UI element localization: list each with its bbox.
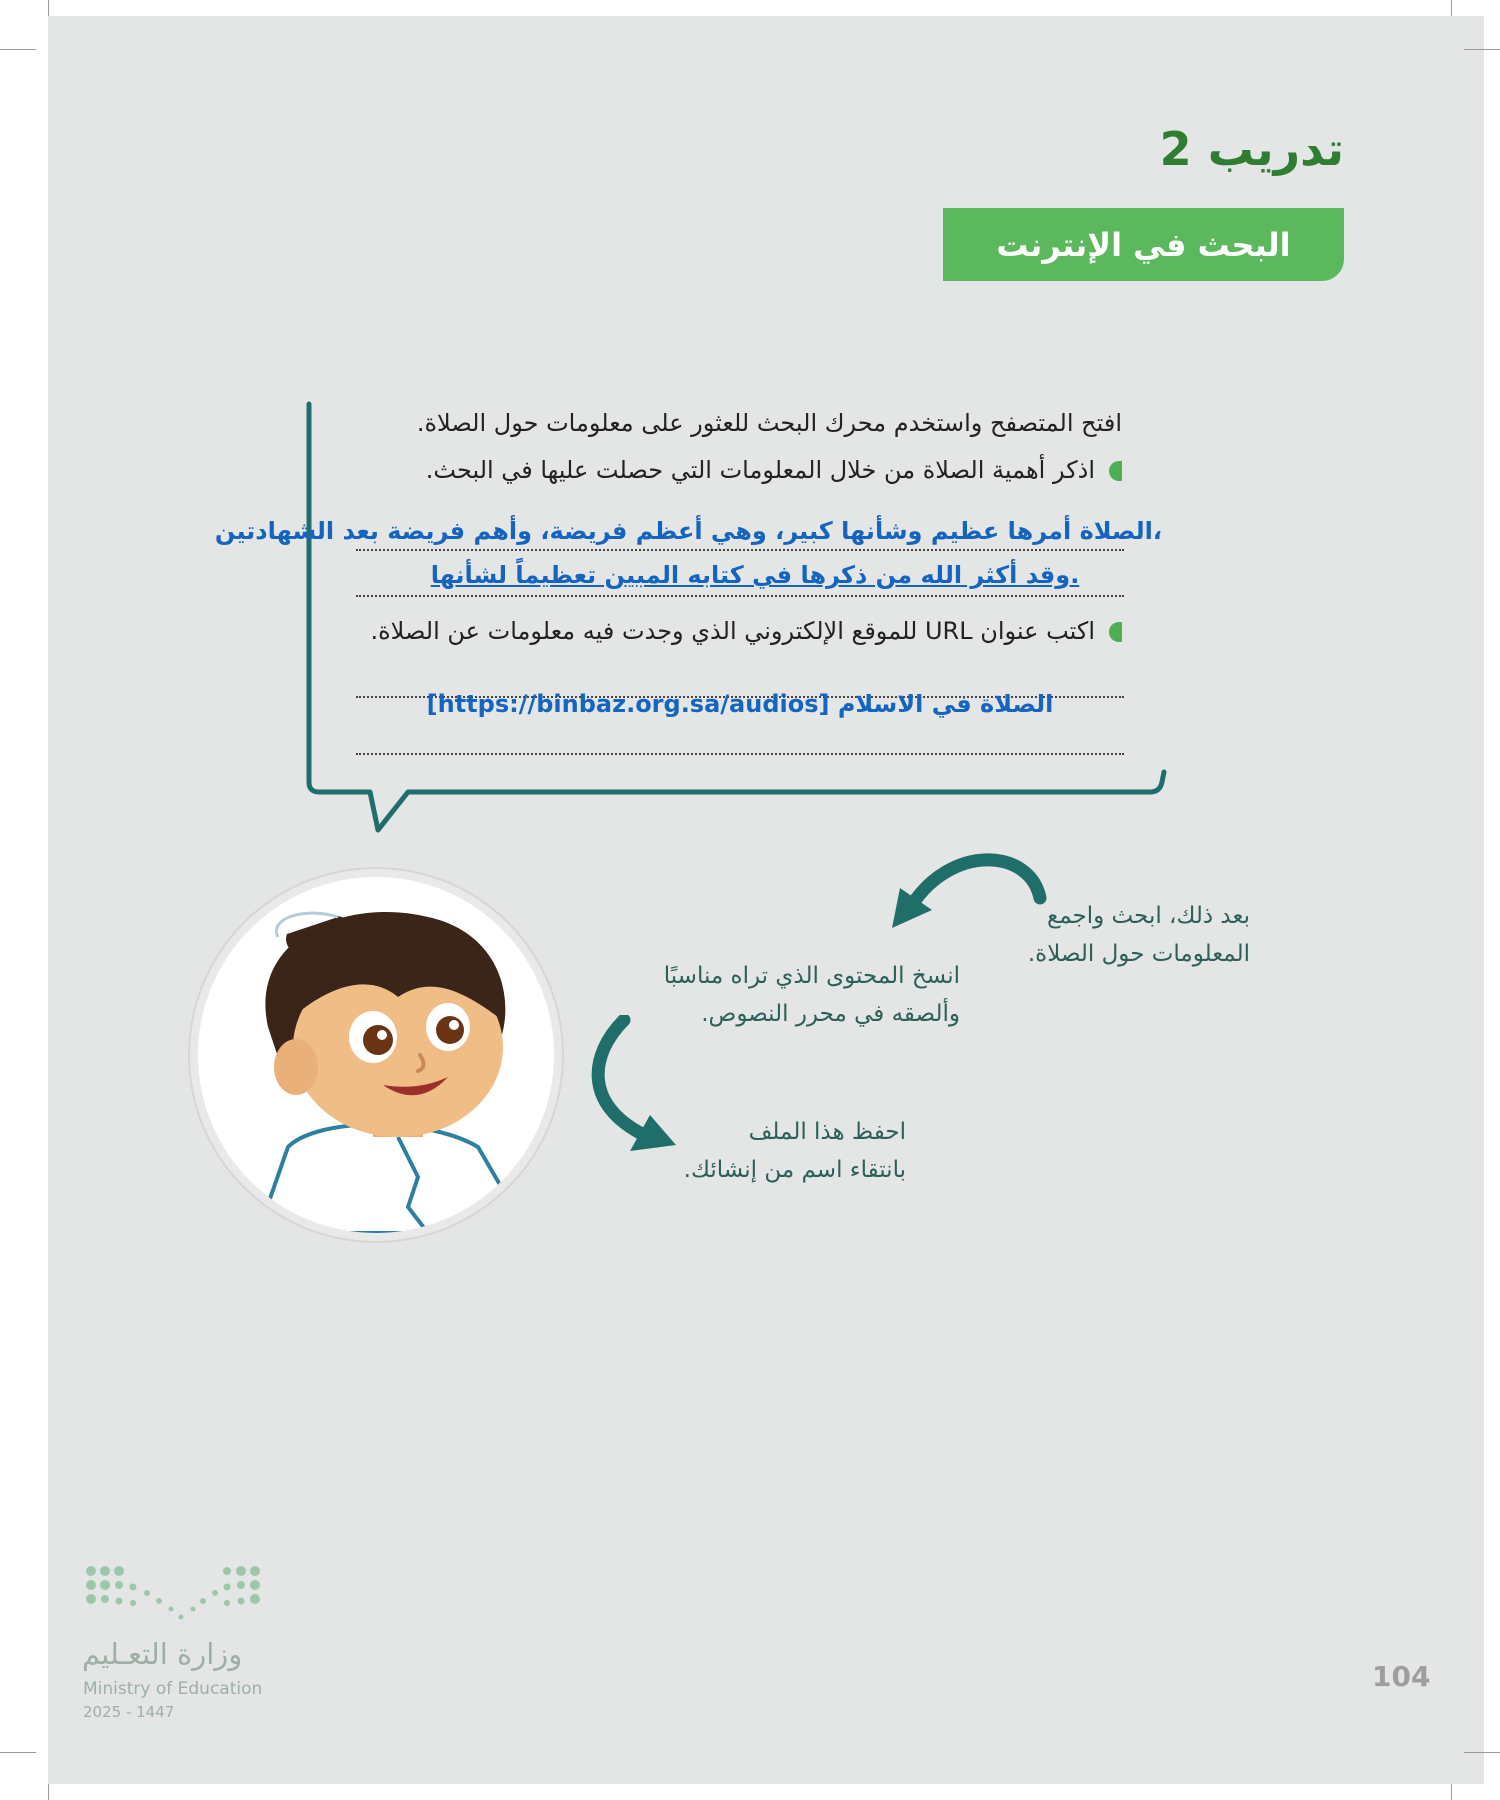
answer-rule xyxy=(356,753,1124,755)
note-save-line-1: احفظ هذا الملف xyxy=(748,1119,906,1145)
section-banner-label: البحث في الإنترنت xyxy=(996,225,1291,264)
avatar xyxy=(198,877,554,1233)
page xyxy=(48,16,1484,1784)
note-save xyxy=(684,1113,906,1189)
crop-mark xyxy=(1464,49,1500,50)
ministry-name-english: Ministry of Education xyxy=(83,1679,263,1699)
crop-mark xyxy=(48,1784,49,1800)
crop-mark xyxy=(1451,1784,1452,1800)
ministry-name-arabic: وزارة التعـليم xyxy=(82,1637,243,1671)
page-title: تدريب 2 xyxy=(1159,122,1344,176)
question-1 xyxy=(426,456,1122,484)
answer-1-line-2: .وقد أكثر الله من ذكرها في كتابه المبين تعظيماً لشأنها xyxy=(430,561,1080,589)
note-research-line-2: المعلومات حول الصلاة. xyxy=(1027,941,1250,967)
note-copy-line-1: انسخ المحتوى الذي تراه مناسبًا xyxy=(663,963,960,989)
note-research xyxy=(1028,897,1250,973)
question-2-text: اكتب عنوان URL للموقع الإلكتروني الذي وجدت فيه معلومات عن الصلاة. xyxy=(370,617,1095,645)
bullet-icon xyxy=(1109,622,1122,642)
crop-mark xyxy=(48,0,49,16)
curved-arrow-icon xyxy=(890,848,1050,948)
ministry-logo-icon xyxy=(85,1563,267,1629)
curved-arrow-icon xyxy=(584,1015,684,1155)
crop-mark xyxy=(1451,0,1452,16)
section-banner xyxy=(943,208,1344,281)
crop-mark xyxy=(0,1752,36,1753)
answer-rule xyxy=(356,549,1124,551)
note-save-line-2: بانتقاء اسم من إنشائك. xyxy=(683,1157,906,1183)
question-2 xyxy=(370,617,1122,645)
bullet-icon xyxy=(1109,461,1122,481)
answer-2-url: الصلاة في الاسلام [https://binbaz.org.sa/audios] xyxy=(426,690,1054,718)
crop-mark xyxy=(1464,1752,1500,1753)
question-1-text: اذكر أهمية الصلاة من خلال المعلومات التي حصلت عليها في البحث. xyxy=(425,456,1095,484)
ministry-year: 2025 - 1447 xyxy=(83,1703,175,1721)
note-research-line-1: بعد ذلك، ابحث واجمع xyxy=(1046,903,1250,929)
page-number: 104 xyxy=(1372,1660,1431,1693)
intro-text: افتح المتصفح واستخدم محرك البحث للعثور على معلومات حول الصلاة. xyxy=(416,409,1122,437)
answer-rule xyxy=(356,595,1124,597)
crop-mark xyxy=(0,49,36,50)
note-copy xyxy=(664,957,960,1033)
answer-1-line-1: ،الصلاة أمرها عظيم وشأنها كبير، وهي أعظم فريضة، وأهم فريضة بعد الشهادتين xyxy=(214,517,1162,545)
note-copy-line-2: وألصقه في محرر النصوص. xyxy=(701,1001,960,1027)
girl-character-illustration xyxy=(198,877,554,1233)
